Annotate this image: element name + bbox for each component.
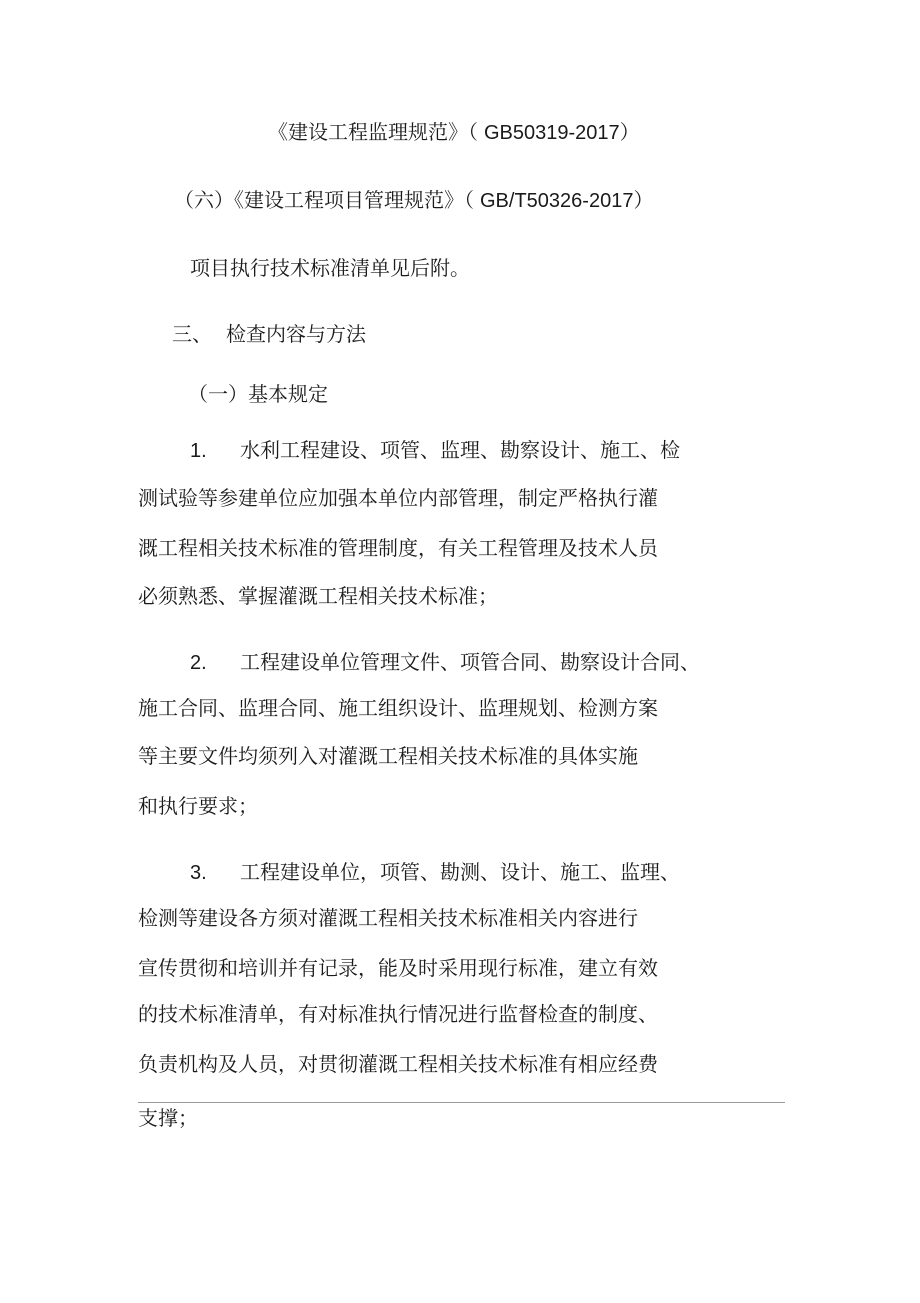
item-line: 宣传贯彻和培训并有记录，能及时采用现行标准，建立有效	[138, 956, 658, 980]
standard-ref-code: GB/T50326-2017	[480, 190, 634, 212]
item-line: 工程建设单位管理文件、项管合同、勘察设计合同、	[240, 650, 700, 674]
list-item	[190, 436, 680, 465]
item-line: 测试验等参建单位应加强本单位内部管理，制定严格执行灌	[138, 486, 658, 510]
standard-ref-title: 《建设工程监理规范》（	[268, 120, 478, 144]
item-line: 的技术标准清单，有对标准执行情况进行监督检查的制度、	[138, 1002, 658, 1026]
standard-ref-title: （六）《建设工程项目管理规范》（	[174, 188, 474, 212]
standard-ref-line-5	[268, 118, 640, 147]
item-line: 必须熟悉、掌握灌溉工程相关技术标准；	[138, 584, 498, 608]
standard-ref-close: ）	[619, 120, 640, 144]
item-line: 工程建设单位，项管、勘测、设计、施工、监理、	[240, 860, 680, 884]
item-number: 2.	[190, 652, 207, 674]
item-line: 检测等建设各方须对灌溉工程相关技术标准相关内容进行	[138, 906, 638, 930]
item-number: 1.	[190, 440, 207, 462]
item-line: 施工合同、监理合同、施工组织设计、监理规划、检测方案	[138, 696, 658, 720]
standard-ref-line-6	[174, 186, 653, 215]
standard-ref-close: ）	[633, 188, 654, 212]
appendix-note: 项目执行技术标准清单见后附。	[190, 256, 470, 280]
page-break-divider	[138, 1102, 785, 1103]
item-line: 溉工程相关技术标准的管理制度，有关工程管理及技术人员	[138, 536, 658, 560]
item-number: 3.	[190, 862, 207, 884]
item-line: 等主要文件均须列入对灌溉工程相关技术标准的具体实施	[138, 744, 638, 768]
standard-ref-code: GB50319-2017	[484, 122, 620, 144]
list-item	[190, 858, 680, 887]
section-number: 三、	[172, 322, 212, 346]
section-heading	[172, 320, 366, 348]
continuation-text: 支撑；	[138, 1106, 198, 1130]
item-line: 和执行要求；	[138, 794, 258, 818]
section-title: 检查内容与方法	[226, 322, 366, 346]
item-line: 负责机构及人员，对贯彻灌溉工程相关技术标准有相应经费	[138, 1052, 658, 1076]
subsection-heading: （一）基本规定	[188, 382, 328, 406]
list-item	[190, 648, 700, 677]
item-line: 水利工程建设、项管、监理、勘察设计、施工、检	[240, 438, 680, 462]
